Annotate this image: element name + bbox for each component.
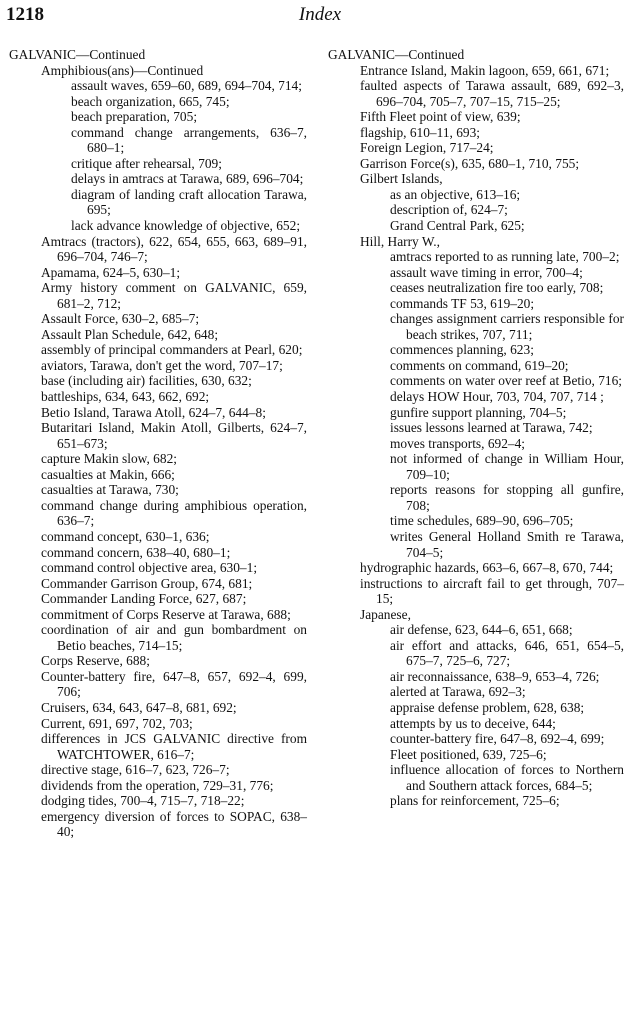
- index-entry: commitment of Corps Reserve at Tarawa, 688;: [41, 606, 291, 622]
- index-subentry: lack advance knowledge of objective, 652;: [71, 218, 301, 234]
- index-subentry: Fleet positioned, 639, 725–6;: [390, 746, 547, 762]
- index-column-left: [9, 47, 307, 840]
- index-subentry: reports reasons for stopping all gunfire, 708;: [390, 482, 624, 513]
- index-subentry: plans for reinforcement, 725–6;: [390, 793, 560, 809]
- index-entry: Assault Plan Schedule, 642, 648;: [41, 326, 219, 342]
- index-entry: faulted aspects of Tarawa assault, 689, 692–3, 696–704, 705–7, 707–15, 715–25;: [360, 78, 624, 109]
- index-entry: Japanese,: [360, 606, 411, 622]
- index-entry: Betio Island, Tarawa Atoll, 624–7, 644–8;: [41, 404, 266, 420]
- index-entry: directive stage, 616–7, 623, 726–7;: [41, 762, 230, 778]
- index-subentry: air defense, 623, 644–6, 651, 668;: [390, 622, 573, 638]
- index-subentry: commences planning, 623;: [390, 342, 534, 358]
- index-entry: coordination of air and gun bombardment on Betio beaches, 714–15;: [41, 622, 307, 653]
- index-entry: instructions to aircraft fail to get through, 707–15;: [360, 575, 624, 607]
- index-entry: dodging tides, 700–4, 715–7, 718–22;: [41, 793, 245, 809]
- index-entry: Gilbert Islands,: [360, 171, 443, 187]
- index-entry: Counter-battery fire, 647–8, 657, 692–4, 699, 706;: [41, 668, 307, 700]
- index-subentry: amtracs reported to as running late, 700–2;: [390, 249, 620, 265]
- index-heading: GALVANIC—Continued: [9, 47, 146, 62]
- index-subentry: time schedules, 689–90, 696–705;: [390, 513, 574, 529]
- index-entry: battleships, 634, 643, 662, 692;: [41, 389, 210, 405]
- index-entry: Amtracs (tractors), 622, 654, 655, 663, 689–91, 696–704, 746–7;: [41, 233, 307, 265]
- index-subentry: delays HOW Hour, 703, 704, 707, 714 ;: [390, 389, 604, 405]
- index-entry: command control objective area, 630–1;: [41, 560, 258, 576]
- index-entry: command concern, 638–40, 680–1;: [41, 544, 231, 560]
- index-entry: emergency diversion of forces to SOPAC, 638–40;: [41, 808, 307, 840]
- index-subentry: Grand Central Park, 625;: [390, 218, 525, 234]
- index-subentry: not informed of change in William Hour, 709–10;: [390, 451, 624, 482]
- index-subentry: command change arrangements, 636–7, 680–1;: [71, 124, 307, 156]
- index-subentry: commands TF 53, 619–20;: [390, 295, 535, 311]
- index-entry: Amphibious(ans)—Continued: [41, 62, 204, 78]
- index-subentry: influence allocation of forces to Northern and Southern attack forces, 684–5;: [390, 762, 624, 793]
- index-entry: Army history comment on GALVANIC, 659, 681–2, 712;: [41, 280, 307, 311]
- index-entry: command concept, 630–1, 636;: [41, 528, 210, 544]
- index-subentry: appraise defense problem, 628, 638;: [390, 699, 585, 715]
- index-subentry: air reconnaissance, 638–9, 653–4, 726;: [390, 668, 600, 684]
- index-subentry: changes assignment carriers responsible for beach strikes, 707, 711;: [390, 311, 624, 342]
- index-entry: casualties at Tarawa, 730;: [41, 482, 179, 498]
- index-entry: hydrographic hazards, 663–6, 667–8, 670, 744;: [360, 560, 614, 576]
- index-subentry: ceases neutralization fire too early, 708;: [390, 280, 604, 296]
- index-subentry: comments on command, 619–20;: [390, 357, 569, 373]
- index-subentry: issues lessons learned at Tarawa, 742;: [390, 420, 593, 436]
- index-subentry: beach preparation, 705;: [71, 109, 198, 125]
- index-subentry: critique after rehearsal, 709;: [71, 155, 222, 171]
- index-subentry: assault waves, 659–60, 689, 694–704, 714;: [71, 78, 302, 94]
- index-entry: capture Makin slow, 682;: [41, 451, 177, 467]
- index-subentry: gunfire support planning, 704–5;: [390, 404, 567, 420]
- index-entry: dividends from the operation, 729–31, 776;: [41, 777, 274, 793]
- index-subentry: air effort and attacks, 646, 651, 654–5, 675–7, 725–6, 727;: [390, 637, 624, 669]
- page-title: Index: [298, 4, 342, 25]
- index-column-right: [328, 47, 624, 809]
- index-entry: differences in JCS GALVANIC directive from WATCHTOWER, 616–7;: [41, 731, 307, 762]
- index-heading: GALVANIC—Continued: [328, 47, 465, 62]
- index-subentry: comments on water over reef at Betio, 716;: [390, 373, 623, 389]
- index-entry: Garrison Force(s), 635, 680–1, 710, 755;: [360, 155, 580, 171]
- index-entry: Corps Reserve, 688;: [41, 653, 150, 669]
- index-subentry: alerted at Tarawa, 692–3;: [390, 684, 526, 700]
- index-entry: assembly of principal commanders at Pearl, 620;: [41, 342, 303, 358]
- index-subentry: beach organization, 665, 745;: [71, 93, 230, 109]
- index-subentry: counter-battery fire, 647–8, 692–4, 699;: [390, 731, 605, 747]
- index-entry: flagship, 610–11, 693;: [360, 124, 481, 140]
- index-subentry: writes General Holland Smith re Tarawa, 704–5;: [390, 528, 624, 560]
- index-entry: Butaritari Island, Makin Atoll, Gilberts, 624–7, 651–673;: [41, 420, 307, 451]
- index-subentry: delays in amtracs at Tarawa, 689, 696–704;: [71, 171, 304, 187]
- index-entry: casualties at Makin, 666;: [41, 466, 175, 482]
- index-entry: Entrance Island, Makin lagoon, 659, 661, 671;: [360, 62, 610, 78]
- index-entry: Current, 691, 697, 702, 703;: [41, 715, 193, 731]
- index-subentry: assault wave timing in error, 700–4;: [390, 264, 583, 280]
- index-entry: Foreign Legion, 717–24;: [360, 140, 494, 156]
- index-subentry: diagram of landing craft allocation Tarawa, 695;: [71, 186, 307, 218]
- page-number: 1218: [6, 4, 44, 25]
- index-entry: Fifth Fleet point of view, 639;: [360, 109, 521, 125]
- index-entry: aviators, Tarawa, don't get the word, 707–17;: [41, 357, 283, 373]
- index-entry: Commander Garrison Group, 674, 681;: [41, 575, 253, 591]
- index-subentry: description of, 624–7;: [390, 202, 508, 218]
- index-entry: base (including air) facilities, 630, 632;: [41, 373, 252, 389]
- index-entry: Apamama, 624–5, 630–1;: [41, 264, 181, 280]
- index-entry: Commander Landing Force, 627, 687;: [41, 591, 247, 607]
- index-subentry: moves transports, 692–4;: [390, 435, 526, 451]
- index-entry: Cruisers, 634, 643, 647–8, 681, 692;: [41, 699, 237, 715]
- index-entry: command change during amphibious operation, 636–7;: [41, 497, 307, 529]
- index-entry: Assault Force, 630–2, 685–7;: [41, 311, 200, 327]
- index-subentry: attempts by us to deceive, 644;: [390, 715, 556, 731]
- index-subentry: as an objective, 613–16;: [390, 186, 521, 202]
- index-entry: Hill, Harry W.,: [360, 233, 440, 249]
